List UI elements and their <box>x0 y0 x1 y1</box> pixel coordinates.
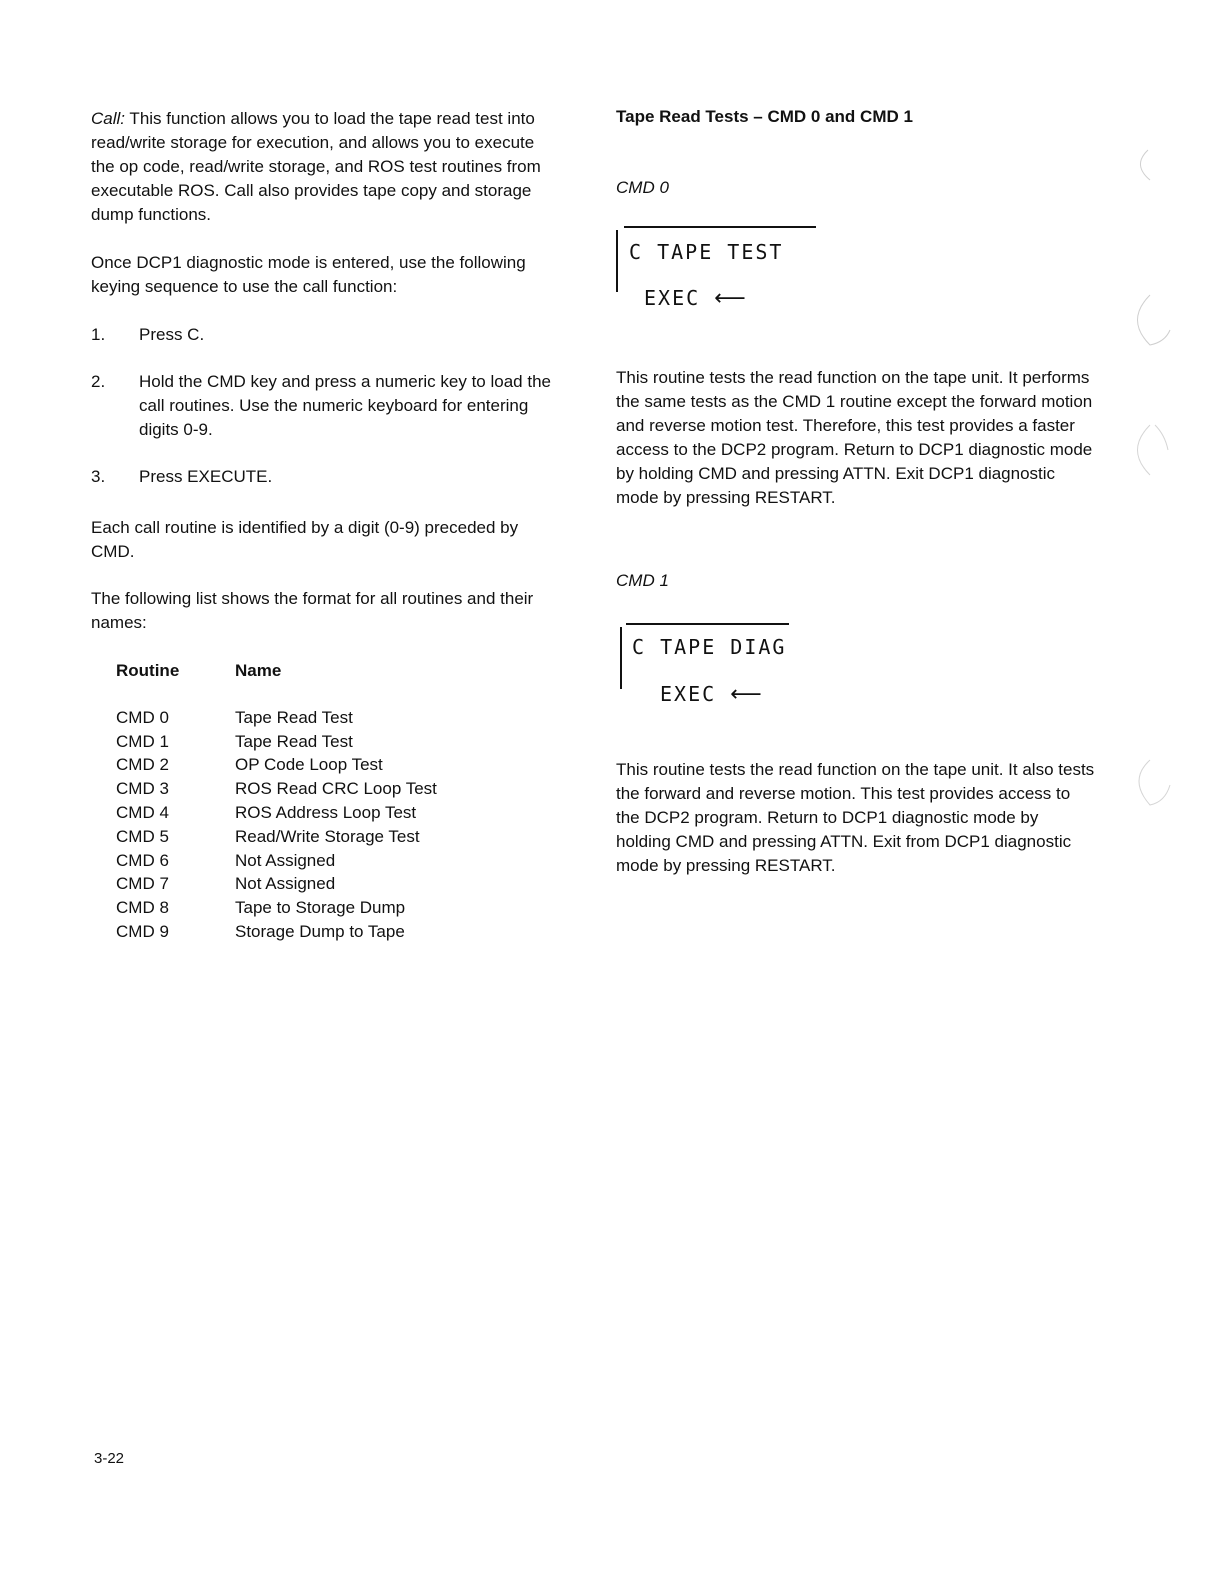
table-row <box>116 777 561 801</box>
intro-lead: Call: <box>91 109 126 128</box>
name-column-header: Name <box>235 661 282 680</box>
routine-cell: CMD 2 <box>116 755 169 775</box>
screen-border-top <box>626 623 789 625</box>
step-list <box>91 323 561 489</box>
right-column <box>616 105 1096 878</box>
screen-line-2 <box>644 286 746 311</box>
table-row <box>116 896 561 920</box>
step-item <box>91 370 561 442</box>
page-number: 3-22 <box>94 1450 125 1467</box>
cmd0-display-screen <box>616 216 1096 326</box>
screen-border-left <box>616 230 618 292</box>
routine-cell: CMD 9 <box>116 921 169 941</box>
table-row <box>116 730 561 754</box>
screen-line-1: C TAPE TEST <box>629 240 784 264</box>
keying-paragraph: Once DCP1 diagnostic mode is entered, use the following keying sequence to use the call function: <box>91 253 526 296</box>
arrow-left-icon: ⟵ <box>714 286 746 311</box>
name-cell: Not Assigned <box>235 874 336 894</box>
step-item <box>91 323 561 347</box>
routine-table <box>116 659 561 944</box>
binder-marks-decoration <box>1120 130 1180 830</box>
cmd1-label: CMD 1 <box>616 571 669 590</box>
name-cell: Tape Read Test <box>235 707 353 727</box>
screen-exec-text: EXEC <box>644 286 701 310</box>
cmd0-description: This routine tests the read function on the tape unit. It performs the same tests as the CMD 1 routine except the forward motion and reverse motion test. Therefore, this test provides a faster access to the DCP2 program. Return to DCP1 diagnostic mode by holding CMD and pressing ATTN. Exit DCP1 diagnostic mode by pressing RESTART. <box>616 368 1093 507</box>
table-row <box>116 801 561 825</box>
left-column <box>91 107 561 944</box>
step-item <box>91 465 561 489</box>
name-cell: ROS Read CRC Loop Test <box>235 779 437 799</box>
routine-cell: CMD 6 <box>116 850 169 870</box>
routine-cell: CMD 7 <box>116 874 169 894</box>
cmd0-label: CMD 0 <box>616 178 669 197</box>
cmd1-display-screen <box>616 609 1096 719</box>
screen-border-left <box>620 627 622 689</box>
name-cell: Tape Read Test <box>235 731 353 751</box>
screen-line-2 <box>660 682 762 707</box>
routine-cell: CMD 1 <box>116 731 169 751</box>
screen-exec-text: EXEC <box>660 682 717 706</box>
name-cell: OP Code Loop Test <box>235 755 383 775</box>
table-row <box>116 920 561 944</box>
name-cell: Read/Write Storage Test <box>235 826 420 846</box>
table-row <box>116 706 561 730</box>
table-row <box>116 849 561 873</box>
name-cell: Not Assigned <box>235 850 336 870</box>
routine-cell: CMD 8 <box>116 898 169 918</box>
intro-paragraph <box>91 107 561 227</box>
name-cell: Storage Dump to Tape <box>235 921 405 941</box>
routine-cell: CMD 4 <box>116 802 169 822</box>
cmd1-description: This routine tests the read function on the tape unit. It also tests the forward and reverse motion. This test provides access to the DCP2 program. Return to DCP1 diagnostic mode by holding CMD and pressing ATTN. Exit from DCP1 diagnostic mode by pressing RESTART. <box>616 760 1095 875</box>
name-cell: Tape to Storage Dump <box>235 898 406 918</box>
step-text: Press EXECUTE. <box>139 467 273 486</box>
routine-column-header: Routine <box>116 661 180 680</box>
step-text: Press C. <box>139 325 205 344</box>
format-paragraph: The following list shows the format for all routines and their names: <box>91 589 534 632</box>
table-row <box>116 872 561 896</box>
section-heading: Tape Read Tests – CMD 0 and CMD 1 <box>616 107 913 126</box>
screen-line-1: C TAPE DIAG <box>632 635 787 659</box>
intro-text: This function allows you to load the tape read test into read/write storage for execution, and allows you to execute the op code, read/write storage, and ROS test routines from executable ROS. Call also provides tape copy and storage dump functions. <box>91 109 541 224</box>
name-cell: ROS Address Loop Test <box>235 802 417 822</box>
step-text: Hold the CMD key and press a numeric key to load the call routines. Use the numeric keyboard for entering digits 0-9. <box>139 372 551 439</box>
step-number: 2. <box>91 372 106 391</box>
screen-border-top <box>624 226 816 228</box>
step-number: 3. <box>91 467 106 486</box>
routine-id-paragraph: Each call routine is identified by a digit (0-9) preceded by CMD. <box>91 518 519 561</box>
table-row <box>116 753 561 777</box>
arrow-left-icon: ⟵ <box>730 682 762 707</box>
step-number: 1. <box>91 325 106 344</box>
routine-cell: CMD 0 <box>116 707 169 727</box>
table-row <box>116 825 561 849</box>
routine-cell: CMD 5 <box>116 826 169 846</box>
routine-cell: CMD 3 <box>116 779 169 799</box>
routine-table-header <box>116 659 561 683</box>
